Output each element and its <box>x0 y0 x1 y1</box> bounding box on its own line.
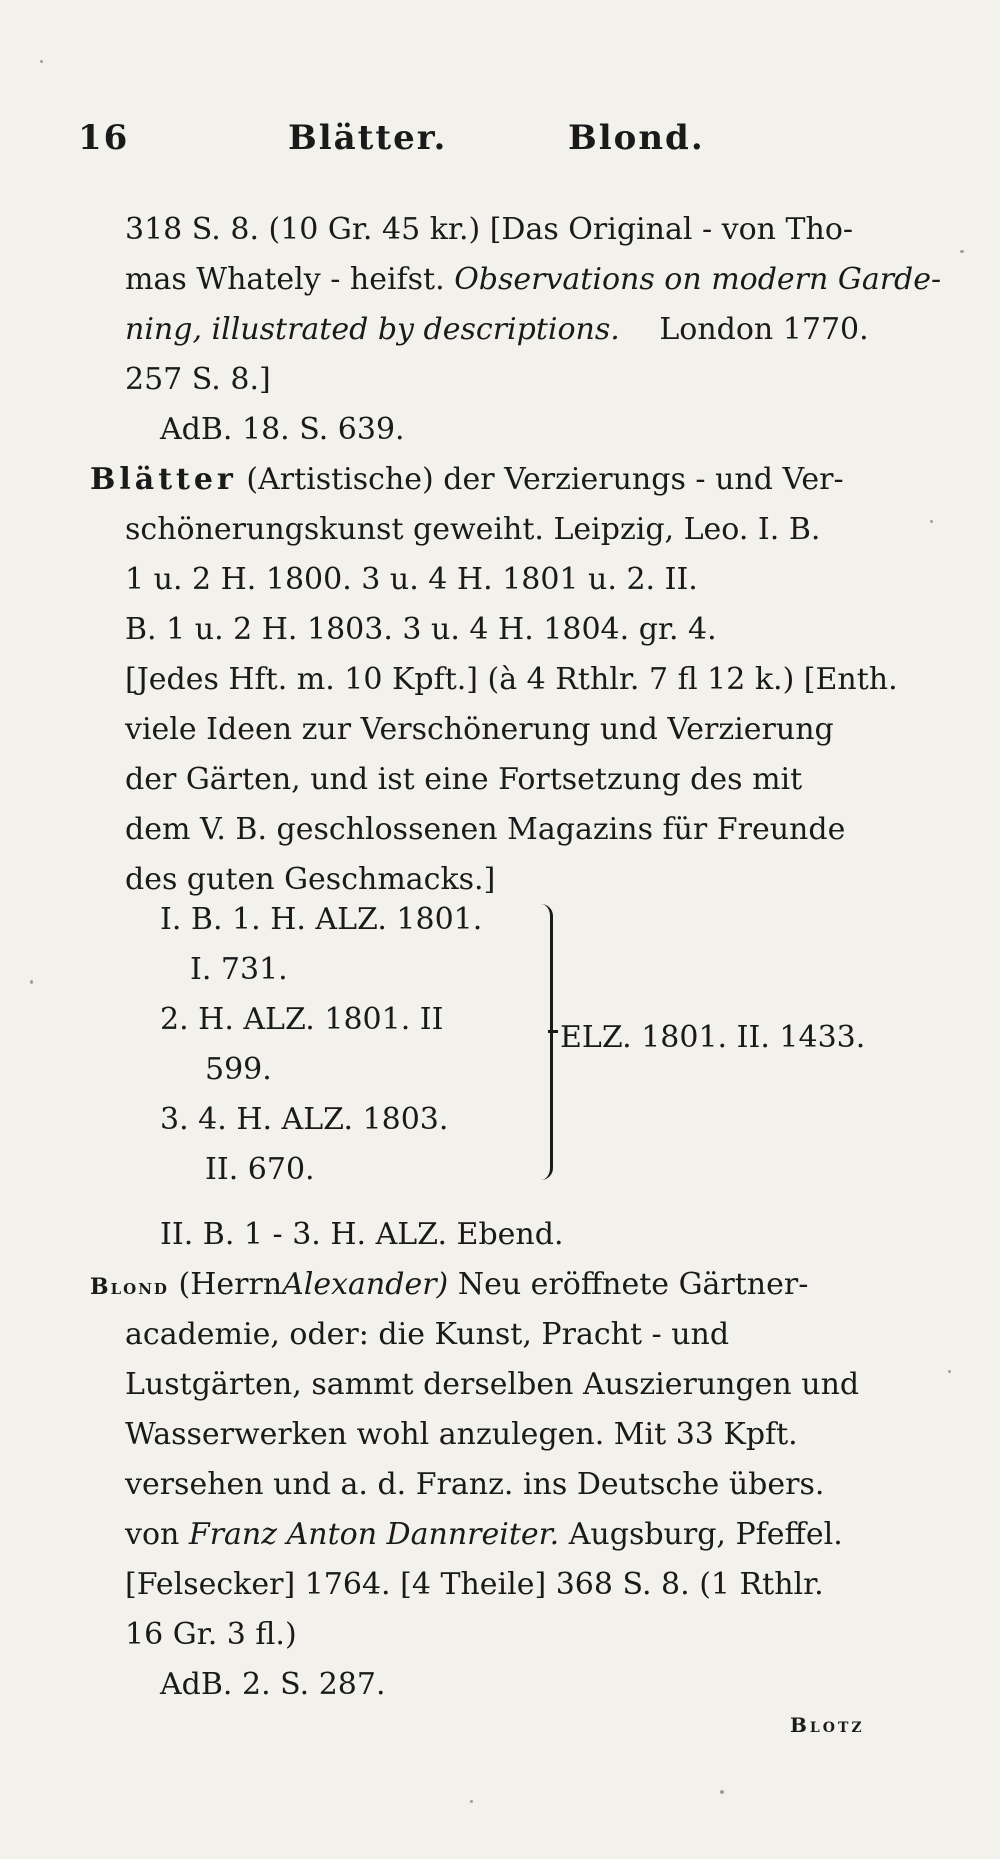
review-reference: AdB. 18. S. 639. <box>160 412 405 447</box>
running-title-right: Blond. <box>568 118 705 158</box>
text-segment: Augsburg, Pfeffel. <box>568 1517 843 1552</box>
entry-heading-line <box>90 1263 1000 1309</box>
text-segment: (Herrn <box>178 1267 283 1302</box>
text-segment: mas Whately - heifst. <box>125 262 445 297</box>
text-line: 16 Gr. 3 fl.) <box>125 1617 297 1652</box>
review-reference: AdB. 2. S. 287. <box>160 1667 386 1702</box>
text-segment: von <box>125 1517 180 1552</box>
paper-speck <box>470 1800 473 1803</box>
review-line: II. 670. <box>205 1152 315 1187</box>
text-line: des guten Geschmacks.] <box>125 862 496 897</box>
paper-speck <box>720 1790 724 1794</box>
text-line: 318 S. 8. (10 Gr. 45 kr.) [Das Original - von Tho- <box>125 212 854 247</box>
translator-italic: Franz Anton Dannreiter. <box>188 1517 560 1552</box>
text-line: dem V. B. geschlossenen Magazins für Freunde <box>125 812 846 847</box>
review-brace-group <box>0 898 1000 1208</box>
text-line <box>125 308 1000 352</box>
review-line: 599. <box>205 1052 272 1087</box>
text-line: viele Ideen zur Verschönerung und Verzierung <box>125 712 834 747</box>
text-line <box>125 1513 1000 1557</box>
text-line: academie, oder: die Kunst, Pracht - und <box>125 1317 730 1352</box>
review-line: II. B. 1 - 3. H. ALZ. Ebend. <box>160 1217 564 1252</box>
running-header <box>78 118 898 168</box>
author-italic: Alexander) <box>282 1267 449 1302</box>
page-number: 16 <box>78 118 130 158</box>
entry-keyword: Blätter <box>90 462 237 497</box>
review-line: ELZ. 1801. II. 1433. <box>560 1020 866 1055</box>
curly-brace-tip <box>548 1030 558 1033</box>
title-italic: Observations on modern Garde- <box>454 262 942 297</box>
entry-heading-line <box>90 458 1000 502</box>
text-segment: London 1770. <box>659 312 869 347</box>
text-line: B. 1 u. 2 H. 1803. 3 u. 4 H. 1804. gr. 4. <box>125 612 717 647</box>
curly-brace <box>536 904 553 1180</box>
entry-keyword: Blond <box>90 1274 169 1300</box>
text-line: versehen und a. d. Franz. ins Deutsche übers. <box>125 1467 825 1502</box>
running-title-left: Blätter. <box>288 118 448 158</box>
review-line: 2. H. ALZ. 1801. II <box>160 1002 444 1037</box>
text-line: Wasserwerken wohl anzulegen. Mit 33 Kpft. <box>125 1417 798 1452</box>
text-line: Lustgärten, sammt derselben Auszierungen und <box>125 1367 860 1402</box>
text-line: schönerungskunst geweiht. Leipzig, Leo. I. B. <box>125 512 821 547</box>
text-line: 1 u. 2 H. 1800. 3 u. 4 H. 1801 u. 2. II. <box>125 562 698 597</box>
text-segment: (Artistische) der Verzierungs - und Ver- <box>246 462 844 497</box>
text-line: der Gärten, und ist eine Fortsetzung des mit <box>125 762 803 797</box>
catchword: Blotz <box>790 1713 865 1737</box>
text-line <box>125 258 1000 302</box>
text-segment: Neu eröffnete Gärtner- <box>457 1267 809 1302</box>
text-line: [Jedes Hft. m. 10 Kpft.] (à 4 Rthlr. 7 fl 12 k.) [Enth. <box>125 662 898 697</box>
paper-speck <box>40 60 43 63</box>
review-line: I. 731. <box>190 952 288 987</box>
text-line: 257 S. 8.] <box>125 362 271 397</box>
title-italic: ning, illustrated by descriptions. <box>125 312 620 347</box>
review-line: I. B. 1. H. ALZ. 1801. <box>160 902 483 937</box>
text-line: [Felsecker] 1764. [4 Theile] 368 S. 8. (1 Rthlr. <box>125 1567 824 1602</box>
review-line: 3. 4. H. ALZ. 1803. <box>160 1102 449 1137</box>
